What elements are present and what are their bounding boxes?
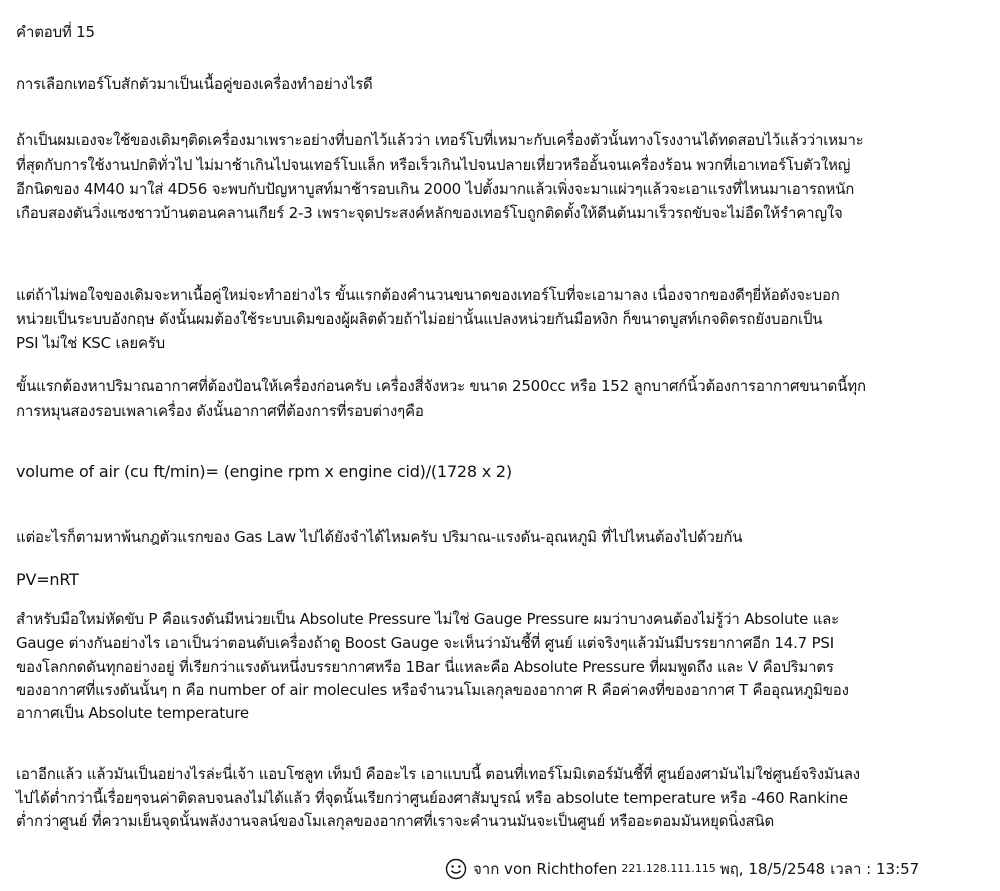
paragraph-5-line-3: ของโลกกดดันทุกอย่างอยู่ ที่เรียกว่าแรงดันหนึ่งบรรยากาศหรือ 1Bar นี่แหละคือ Absolute Pressure ที่ผมพูดถึง และ V คือปริมาตร: [16, 658, 834, 676]
smiley-icon: [445, 858, 467, 880]
paragraph-6-line-1: เอาอีกแล้ว แล้วมันเป็นอย่างไรล่ะนี่เจ้า แอบโซลูท เท็มป์ คืออะไร เอาแบบนี้ ตอนที่เทอร์โมมิเตอร์มันชี้ที่ ศูนย์องศามันไม่ใช่ศูนย์จริงมันลง: [16, 765, 860, 783]
paragraph-3-line-1: ขั้นแรกต้องหาปริมาณอากาศที่ต้องป้อนให้เครื่องก่อนครับ เครื่องสี่จังหวะ ขนาด 2500cc หรือ 152 ลูกบาศก์นิ้วต้องการอากาศขนาดนี้ทุก: [16, 377, 866, 395]
paragraph-3-line-2: การหมุนสองรอบเพลาเครื่อง ดังนั้นอากาศที่ต้องการที่รอบต่างๆคือ: [16, 402, 424, 420]
post-date: พฤ, 18/5/2548: [719, 860, 826, 878]
answer-number: คำตอบที่ 15: [16, 23, 95, 41]
air-volume-formula: volume of air (cu ft/min)= (engine rpm x engine cid)/(1728 x 2): [16, 462, 512, 481]
paragraph-6-line-3: ต่ำกว่าศูนย์ ที่ความเย็นจุดนั้นพลังงานจลน์ของโมเลกุลของอากาศที่เราจะคำนวนมันจะเป็นศูนย์ หรืออะตอมมันหยุดนิ่งสนิด: [16, 812, 774, 830]
post-time: เวลา : 13:57: [830, 860, 920, 878]
paragraph-2-line-2: หน่วยเป็นระบบอังกฤษ ดังนั้นผมต้องใช้ระบบเดิมของผู้ผลิตด้วยถ้าไม่อย่านั้นแปลงหน่วยกันมือหงิก ก็ขนาดบูสท์เกจดิดรถยังบอกเป็น: [16, 310, 823, 328]
post-signature: [445, 858, 919, 880]
post-author: จาก von Richthofen: [473, 860, 618, 878]
paragraph-2-line-1: แต่ถ้าไม่พอใจของเดิมจะหาเนื้อคู่ใหม่จะทำอย่างไร ขั้นแรกต้องคำนวนขนาดของเทอร์โบที่จะเอามาลง เนื่องจากของดีๆยี่ห้อดังจะบอก: [16, 286, 840, 304]
paragraph-4: แต่อะไรก็ตามหาพ้นกฎตัวแรกของ Gas Law ไปได้ยังจำได้ไหมครับ ปริมาณ-แรงดัน-อุณหภูมิ ที่ไปไหนต้องไปด้วยกัน: [16, 528, 743, 546]
paragraph-5-line-4: ของอากาศที่แรงดันนั้นๆ n คือ number of air molecules หรือจำนวนโมเลกุลของอากาศ R คือค่าคงที่ของอากาศ T คืออุณหภูมิของ: [16, 681, 849, 699]
topic-heading: การเลือกเทอร์โบสักตัวมาเป็นเนื้อคู่ของเครื่องทำอย่างไรดี: [16, 75, 373, 93]
paragraph-1-line-3: อีกนิดของ 4M40 มาใส่ 4D56 จะพบกับปัญหาบูสท์มาช้ารอบเกิน 2000 ไปตั้งมากแล้วเพิ่งจะมาแผ่วๆแล้วจะเอาแรงที่ไหนมาเอารถหนัก: [16, 180, 855, 198]
paragraph-2-line-3: PSI ไม่ใช่ KSC เลยครับ: [16, 334, 165, 352]
paragraph-5-line-5: อากาศเป็น Absolute temperature: [16, 704, 249, 722]
paragraph-6-line-2: ไปได้ต่ำกว่านี้เรื่อยๆจนค่าติดลบจนลงไม่ได้แล้ว ที่จุดนั้นเรียกว่าศูนย์องศาสัมบูรณ์ หรือ absolute temperature หรือ -460 Rankine: [16, 789, 848, 807]
paragraph-1-line-4: เกือบสองตันวิ่งแซงชาวบ้านตอนคลานเกียร์ 2-3 เพราะจุดประสงค์หลักของเทอร์โบถูกติดตั้งให้ดีนต้นมาเร็วรถขับจะไม่อืดให้รำคาญใจ: [16, 204, 843, 222]
author-ip: 221.128.111.115: [621, 862, 716, 875]
paragraph-5-line-2: Gauge ต่างกันอย่างไร เอาเป็นว่าตอนดับเครื่องถ้าดู Boost Gauge จะเห็นว่ามันชี้ที่ ศูนย์ แต่จริงๆแล้วมันมีบรรยากาศอีก 14.7 PSI: [16, 634, 834, 652]
paragraph-1-line-2: ที่สุดกับการใช้งานปกติทั่วไป ไม่มาช้าเกินไปจนเทอร์โบแล็ก หรือเร็วเกินไปจนปลายเหี่ยวหรืออั้นจนเครื่องร้อน พวกที่เอาเทอร์โบตัวใหญ่: [16, 156, 851, 174]
paragraph-1-line-1: ถ้าเป็นผมเองจะใช้ของเดิมๆติดเครื่องมาเพราะอย่างที่บอกไว้แล้วว่า เทอร์โบที่เหมาะกับเครื่องตัวนั้นทางโรงงานได้ทดสอบไว้แล้วว่าเหมาะ: [16, 131, 864, 149]
paragraph-5-line-1: สำหรับมือใหม่หัดขับ P คือแรงดันมีหน่วยเป็น Absolute Pressure ไม่ใช่ Gauge Pressure ผมว่าบางคนต้องไม่รู้ว่า Absolute และ: [16, 610, 840, 628]
gas-law-formula: PV=nRT: [16, 570, 79, 589]
